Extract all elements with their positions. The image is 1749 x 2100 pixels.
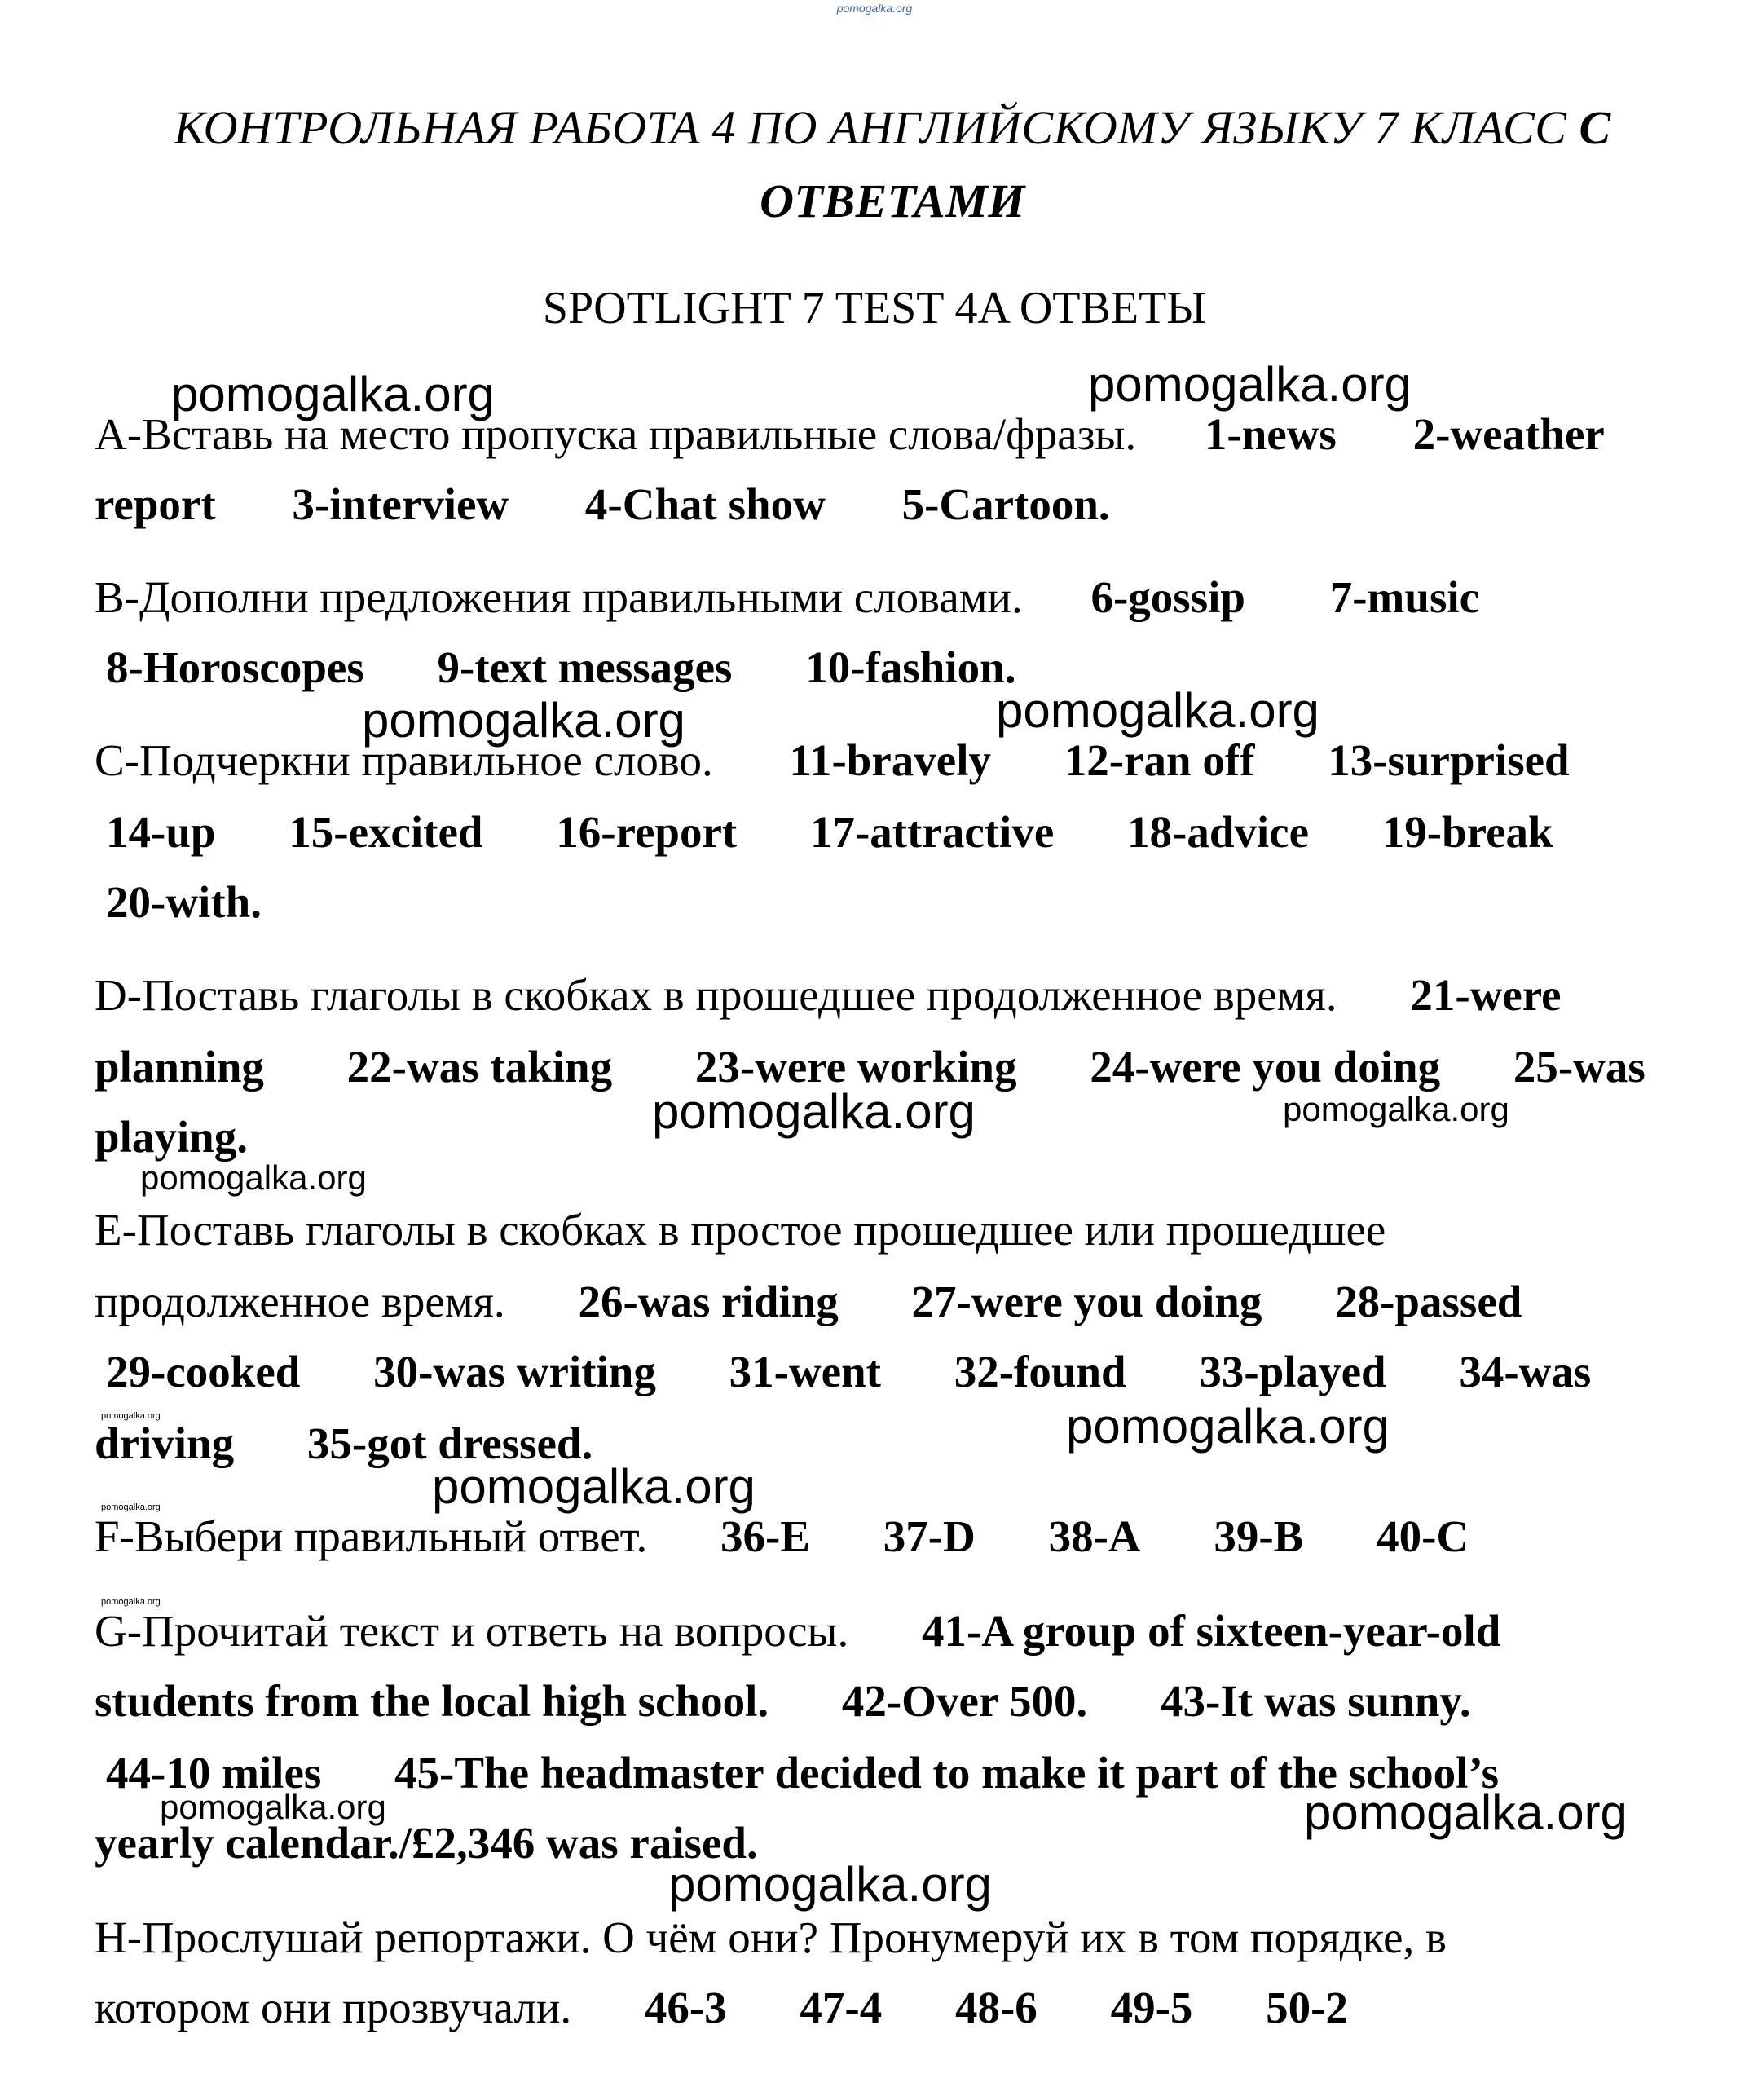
answer-41-cont: students from the local high school. [95,1676,769,1726]
answer-46: 46-3 [644,1983,727,2032]
section-e-line-3 [106,1345,1591,1399]
answer-50: 50-2 [1266,1983,1348,2032]
section-d-line-1 [95,968,1562,1022]
answer-22: 22-was taking [346,1042,613,1092]
answer-13: 13-surprised [1328,735,1570,785]
section-g-line-2 [95,1674,1471,1728]
answer-17: 17-attractive [809,807,1055,857]
section-e-line-2 [95,1275,1522,1329]
answer-43: 43-It was sunny. [1161,1676,1471,1726]
section-a-line-2 [95,478,1110,532]
page-title [98,91,1687,238]
answer-24: 24-were you doing [1090,1042,1441,1092]
answer-34: 34-was [1459,1347,1592,1396]
answer-42: 42-Over 500. [841,1676,1088,1726]
answer-40: 40-C [1377,1511,1469,1561]
section-h-instruction-1: Н-Прослушай репортажи. О чём они? Пронумеруй их в том порядке, в [95,1912,1447,1962]
subtitle: SPOTLIGHT 7 TEST 4A ОТВЕТЫ [542,283,1207,333]
watermark: pomogalka.org [996,683,1319,738]
title-bold-word: ОТВЕТАМИ [760,174,1025,227]
section-c-line-1 [95,734,1570,788]
answer-48: 48-6 [954,1983,1038,2032]
answer-20: 20-with. [106,877,262,927]
answer-27: 27-were you doing [911,1277,1262,1326]
answer-16: 16-report [556,807,738,857]
answer-29: 29-cooked [106,1347,301,1396]
watermark: pomogalka.org [171,367,495,421]
answer-49: 49-5 [1110,1983,1193,2032]
section-h-line-2 [95,1981,1348,2035]
section-e-line-1 [95,1203,1386,1257]
top-watermark: pomogalka.org [836,2,913,15]
answer-36: 36-E [720,1511,811,1561]
watermark: pomogalka.org [1283,1090,1509,1128]
answer-28: 28-passed [1335,1277,1522,1326]
answer-12: 12-ran off [1064,735,1255,785]
answer-8: 8-Horoscopes [106,642,364,692]
answer-34-cont: driving [95,1418,235,1468]
answer-19: 19-break [1381,807,1553,857]
section-c-instruction: С-Подчеркни правильное слово. [95,735,713,785]
answer-11: 11-bravely [789,735,992,785]
watermark: pomogalka.org [362,693,685,748]
answer-14: 14-up [106,807,216,857]
answer-41: 41-A group of sixteen-year-old [922,1606,1501,1656]
watermark: pomogalka.org [101,1502,161,1512]
watermark: pomogalka.org [1066,1399,1390,1454]
watermark: pomogalka.org [1304,1785,1628,1840]
answer-44: 44-10 miles [106,1748,322,1798]
section-a-instruction: А-Вставь на место пропуска правильные слова/фразы. [95,409,1137,459]
section-g-line-1 [95,1604,1500,1658]
answer-38: 38-A [1048,1511,1141,1561]
section-b-line-1 [95,571,1479,624]
answer-26: 26-was riding [578,1277,839,1326]
section-d-line-3 [95,1110,248,1164]
section-b-line-2 [106,641,1015,695]
answer-45: 45-The headmaster decided to make it part of the school’s [394,1748,1500,1798]
answer-47: 47-4 [800,1983,883,2032]
answer-15: 15-excited [289,807,483,857]
section-b-instruction: В-Дополни предложения правильными словами. [95,572,1023,622]
title-text: КОНТРОЛЬНАЯ РАБОТА 4 ПО АНГЛИЙСКОМУ ЯЗЫКУ 7 КЛАСС [174,101,1579,154]
section-h-line-1 [95,1911,1447,1965]
answer-3: 3-interview [292,479,509,529]
section-d-instruction: D-Поставь глаголы в скобках в прошедшее продолженное время. [95,970,1337,1020]
title-bold-letter: С [1579,101,1611,154]
answer-31: 31-went [729,1347,881,1396]
answer-45-cont: yearly calendar./£2,346 was raised. [95,1818,758,1868]
section-f-instruction: F-Выбери правильный ответ. [95,1511,648,1561]
watermark: pomogalka.org [432,1459,756,1514]
answer-35: 35-got dressed. [306,1418,593,1468]
answer-5: 5-Cartoon. [901,479,1110,529]
answer-33: 33-played [1199,1347,1386,1396]
answer-18: 18-advice [1127,807,1310,857]
answer-9: 9-text messages [437,642,733,692]
section-g-instruction: G-Прочитай текст и ответь на вопросы. [95,1606,849,1656]
answer-37: 37-D [883,1511,976,1561]
section-e-instruction-1: Е-Поставь глаголы в скобках в простое прошедшее или прошедшее [95,1205,1386,1255]
answer-25-cont: playing. [95,1112,248,1162]
watermark: pomogalka.org [1088,357,1412,412]
answer-10: 10-fashion. [805,642,1016,692]
watermark: pomogalka.org [140,1158,367,1197]
answer-25: 25-was [1513,1042,1645,1092]
answer-4: 4-Chat show [584,479,826,529]
section-h-instruction-2: котором они прозвучали. [95,1983,572,2032]
answer-32: 32-found [954,1347,1126,1396]
answer-6: 6-gossip [1090,572,1245,622]
answer-39: 39-B [1214,1511,1304,1561]
answer-21: 21-were [1410,970,1562,1020]
section-c-line-3 [106,876,262,929]
watermark: pomogalka.org [668,1857,992,1912]
answer-7: 7-music [1329,572,1480,622]
watermark: pomogalka.org [101,1597,161,1607]
answer-1: 1-news [1204,409,1337,459]
section-e-instruction-2: продолженное время. [95,1277,505,1326]
section-c-line-2 [106,805,1553,859]
answer-21-cont: planning [95,1042,264,1092]
watermark: pomogalka.org [652,1084,976,1139]
watermark: pomogalka.org [101,1411,161,1421]
answer-2-cont: report [95,479,216,529]
answer-2: 2-weather [1412,409,1605,459]
answer-30: 30-was writing [373,1347,656,1396]
section-f-line-1 [95,1510,1469,1564]
watermark: pomogalka.org [160,1788,386,1826]
answer-23: 23-were working [694,1042,1017,1092]
